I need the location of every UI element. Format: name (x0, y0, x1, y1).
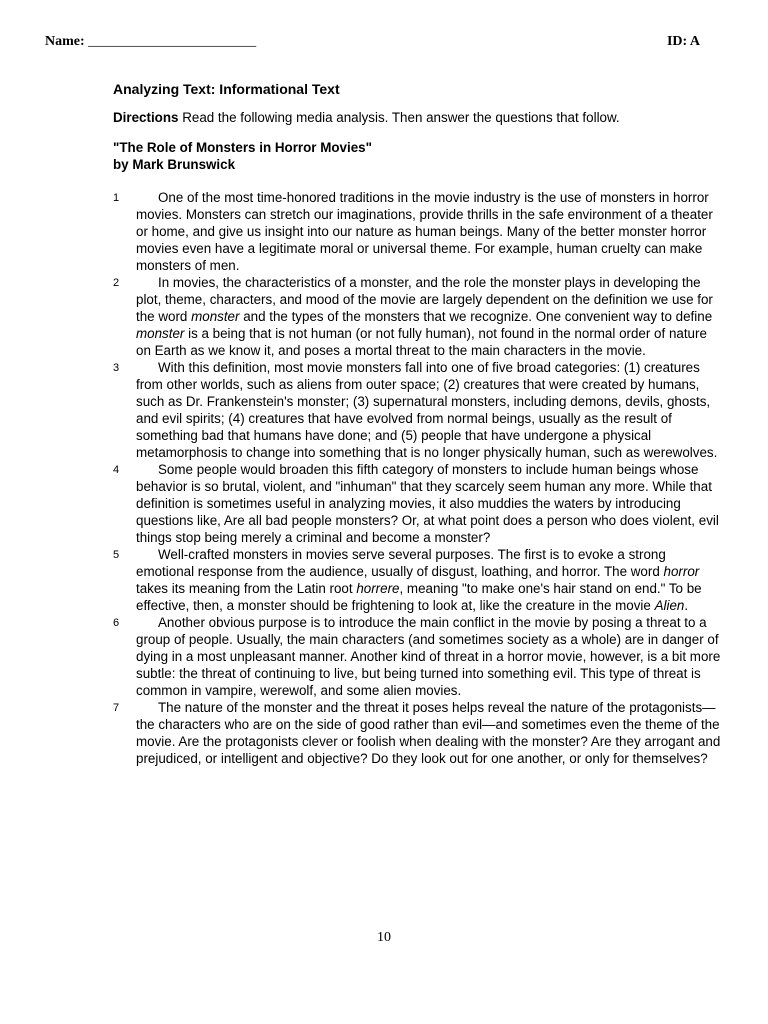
id-label: ID: A (666, 34, 700, 49)
text-segment: In movies, the characteristics of a monster, and the role the monster plays in developing the plot, theme, characters, and mood of the movie are largely dependent on the definition we use for the word (136, 275, 713, 324)
italic-term: monster (191, 309, 240, 324)
paragraph-number: 7 (113, 702, 120, 714)
paragraph-text (136, 461, 725, 546)
section-title: Analyzing Text: Informational Text (113, 81, 340, 97)
paragraph-number: 5 (113, 549, 120, 561)
directions-text: Read the following media analysis. Then answer the questions that follow. (178, 110, 620, 125)
text-segment: , meaning "to make one's hair stand on end." To be effective, then, a monster should be frightening to look at, like the creature in the movie (136, 581, 702, 613)
paragraph-text (136, 546, 725, 614)
text-segment: and the types of the monsters that we recognize. One convenient way to define (239, 309, 713, 324)
italic-term: monster (136, 326, 185, 341)
italic-term: horrere (356, 581, 400, 596)
paragraph-number: 2 (113, 277, 120, 289)
text-segment: Another obvious purpose is to introduce the main conflict in the movie by posing a threat to a group of people. Usually, the main characters (and sometimes society as a whole) are in danger of dying in a most unpleasant manner. Another kind of threat in a horror movie, however, is a bit more subtle: the threat of continuing to live, but being turned into something evil. This type of threat is common in vampire, werewolf, and some alien movies. (136, 615, 721, 698)
article-body (113, 189, 725, 767)
paragraph-text (136, 699, 725, 767)
paragraph (113, 189, 725, 274)
worksheet-content (113, 80, 725, 767)
italic-term: horror (663, 564, 700, 579)
text-segment: is a being that is not human (or not fully human), not found in the normal order of nature on Earth as we know it, and poses a mortal threat to the main characters in the movie. (136, 326, 707, 358)
paragraph-number: 1 (113, 192, 120, 204)
directions-label: Directions (113, 110, 179, 125)
text-segment: takes its meaning from the Latin root (136, 581, 357, 596)
paragraph-text (136, 189, 725, 274)
paragraph (113, 274, 725, 359)
text-segment: . (684, 598, 689, 613)
article-author: by Mark Brunswick (113, 157, 236, 172)
text-segment: One of the most time-honored traditions in the movie industry is the use of monsters in horror movies. Monsters can stretch our imaginations, provide thrills in the safe environment of a theater or home, and give us insight into our nature as human beings. Many of the better monster horror movies even have a legitimate moral or universal theme. For example, human cruelty can make monsters of men. (136, 190, 713, 273)
paragraph-number: 6 (113, 617, 120, 629)
paragraph (113, 359, 725, 461)
name-field (45, 34, 256, 50)
page-number: 10 (377, 930, 391, 945)
paragraph-text (136, 274, 725, 359)
paragraph (113, 546, 725, 614)
text-segment: Some people would broaden this fifth category of monsters to include human beings whose behavior is so brutal, violent, and "inhuman" that they scarcely seem human any more. While that definition is sometimes useful in analyzing movies, it also muddies the waters by introducing questions like, Are all bad people monsters? Or, at what point does a person who does violent, evil things stop being merely a criminal and become a monster? (136, 462, 719, 545)
paragraph-text (136, 359, 725, 461)
name-label: Name: (45, 34, 85, 49)
paragraph (113, 699, 725, 767)
page-header (45, 34, 700, 54)
text-segment: Well-crafted monsters in movies serve several purposes. The first is to evoke a strong emotional response from the audience, usually of disgust, loathing, and horror. The word (136, 547, 666, 579)
directions (113, 109, 725, 126)
paragraph-number: 3 (113, 362, 120, 374)
text-segment: With this definition, most movie monsters fall into one of five broad categories: (1) creatures from other worlds, such as aliens from outer space; (2) creatures that were created by humans, such as Dr. Frankenstein's monster; (3) supernatural monsters, including demons, devils, ghosts, and evil spirits; (4) creatures that have evolved from normal beings, usually as the result of something bad that humans have done; and (5) people that have undergone a physical metamorphosis to change into something that is no longer physically human, such as werewolves. (136, 360, 718, 460)
text-segment: The nature of the monster and the threat it poses helps reveal the nature of the protagonists—the characters who are on the side of good rather than evil—and sometimes even the theme of the movie. Are the protagonists clever or foolish when dealing with the monster? Are they arrogant and prejudiced, or intelligent and objective? Do they look out for one another, or only for themselves? (136, 700, 721, 766)
paragraph (113, 461, 725, 546)
paragraph (113, 614, 725, 699)
paragraph-text (136, 614, 725, 699)
italic-term: Alien (654, 598, 685, 613)
article-title: "The Role of Monsters in Horror Movies" (113, 140, 372, 155)
name-blank-line: ________________________ (88, 34, 257, 49)
paragraph-number: 4 (113, 464, 120, 476)
